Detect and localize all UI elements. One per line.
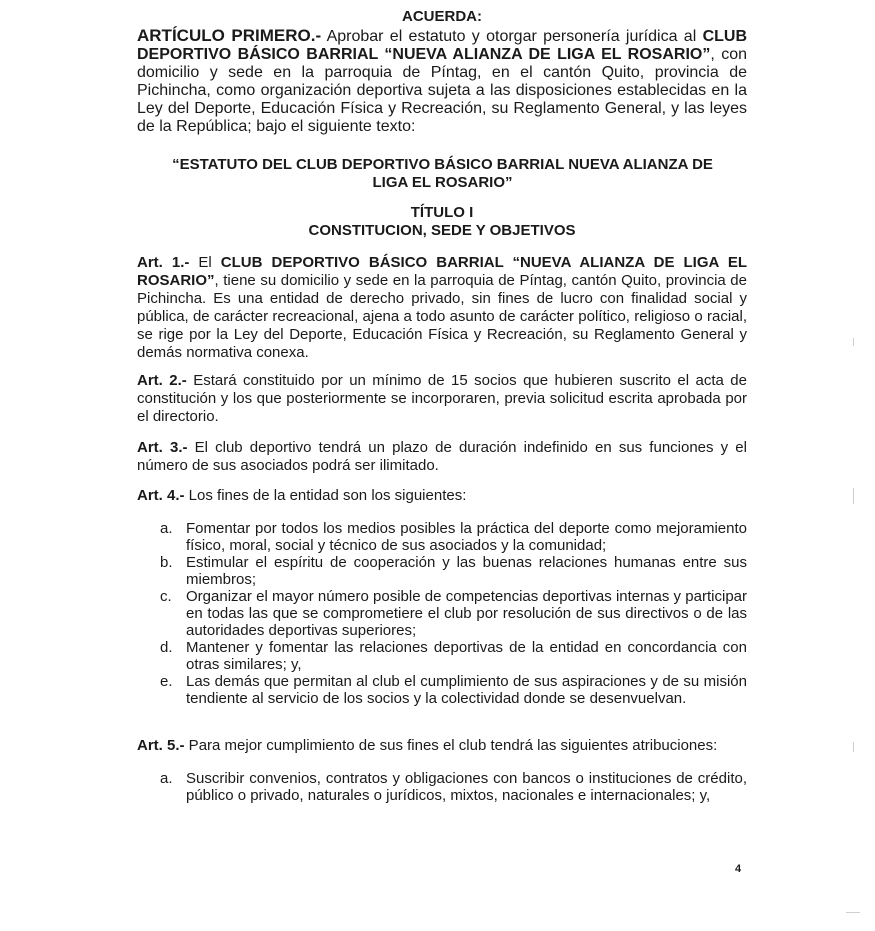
list-item [160, 770, 747, 804]
list-item [160, 554, 747, 588]
estatuto-title: “ESTATUTO DEL CLUB DEPORTIVO BÁSICO BARRIAL NUEVA ALIANZA DE LIGA EL ROSARIO” [172, 156, 713, 191]
art5-label: Art. 5.- [137, 737, 185, 754]
art1-club-name: CLUB DEPORTIVO BÁSICO BARRIAL “NUEVA ALIANZA DE LIGA EL ROSARIO” [137, 254, 747, 289]
list-item [160, 639, 747, 673]
list-marker: a. [160, 770, 173, 787]
art2-label: Art. 2.- [137, 372, 187, 389]
list-item [160, 588, 747, 639]
art4-label: Art. 4.- [137, 487, 185, 504]
scan-artifact [853, 488, 854, 504]
articulo-primero-text-1: Aprobar el estatuto y otorgar personería jurídica al [321, 28, 703, 45]
list-item [160, 673, 747, 707]
scan-artifact [853, 742, 854, 752]
art5-text: Para mejor cumplimiento de sus fines el club tendrá las siguientes atribuciones: [184, 737, 718, 754]
scan-artifact [853, 338, 854, 346]
list-marker: b. [160, 554, 173, 571]
page-number: 4 [735, 863, 742, 875]
art1-label: Art. 1.- [137, 254, 190, 271]
art5-paragraph [137, 737, 747, 755]
list-item-text: Las demás que permitan al club el cumplimiento de sus aspiraciones y de su misión tendiente al servicio de los socios y la colectividad donde se desenvuelvan. [186, 673, 747, 707]
list-marker: e. [160, 673, 173, 690]
art1-text-2: , tiene su domicilio y sede en la parroquia de Píntag, cantón Quito, provincia de Pichincha. Es una entidad de derecho privado, sin fines de lucro con finalidad social y pública, de carácter recreacional, ajena a todo asunto de carácter político, religioso o racial, se rige por la Ley del Deporte, Educación Física y Recreación, su Reglamento General y demás normativa conexa. [137, 272, 747, 361]
art5-list [160, 770, 747, 804]
list-item-text: Mantener y fomentar las relaciones deportivas de la entidad en concordancia con otras similares; y, [186, 639, 747, 673]
list-marker: c. [160, 588, 172, 605]
art2-text: Estará constituido por un mínimo de 15 socios que hubieren suscrito el acta de constitución y los que posteriormente se incorporaren, previa solicitud escrita aprobada por el directorio. [137, 372, 747, 425]
art4-list [160, 520, 747, 707]
art4-text: Los fines de la entidad son los siguientes: [184, 487, 467, 504]
art3-text: El club deportivo tendrá un plazo de duración indefinido en sus funciones y el número de sus asociados podrá ser ilimitado. [137, 439, 747, 474]
titulo-heading: TÍTULO I [410, 204, 474, 221]
art3-paragraph [137, 439, 747, 475]
titulo-subheading: CONSTITUCION, SEDE Y OBJETIVOS [308, 222, 576, 239]
list-marker: d. [160, 639, 173, 656]
articulo-primero-paragraph [137, 27, 747, 136]
list-item-text: Estimular el espíritu de cooperación y las buenas relaciones humanas entre sus miembros; [186, 554, 747, 588]
articulo-primero-club-name: CLUB DEPORTIVO BÁSICO BARRIAL “NUEVA ALIANZA DE LIGA EL ROSARIO” [137, 28, 747, 63]
acuerda-heading: ACUERDA: [402, 8, 482, 25]
list-item-text: Suscribir convenios, contratos y obligaciones con bancos o instituciones de crédito, público o privado, naturales o jurídicos, mixtos, nacionales e internacionales; y, [186, 770, 747, 804]
art4-paragraph [137, 487, 747, 505]
art1-text-1: El [189, 254, 221, 271]
articulo-primero-text-2: , con domicilio y sede en la parroquia de Píntag, en el cantón Quito, provincia de Pichincha, como organización deportiva sujeta a las disposiciones establecidas en la Ley del Deporte, Educación Física y Recreación, su Reglamento General, y las leyes de la República; bajo el siguiente texto: [137, 46, 748, 135]
scan-artifact [846, 912, 860, 913]
art3-label: Art. 3.- [137, 439, 188, 456]
list-marker: a. [160, 520, 173, 537]
list-item-text: Organizar el mayor número posible de competencias deportivas internas y participar en todas las que se comprometiere el club por resolución de sus directivos o de las autoridades deportivas superiores; [186, 588, 747, 639]
art1-paragraph [137, 254, 747, 362]
list-item [160, 520, 747, 554]
list-item-text: Fomentar por todos los medios posibles la práctica del deporte como mejoramiento físico, moral, social y técnico de sus asociados y la comunidad; [186, 520, 747, 554]
art2-paragraph [137, 372, 747, 426]
articulo-primero-label: ARTÍCULO PRIMERO.- [137, 26, 322, 45]
